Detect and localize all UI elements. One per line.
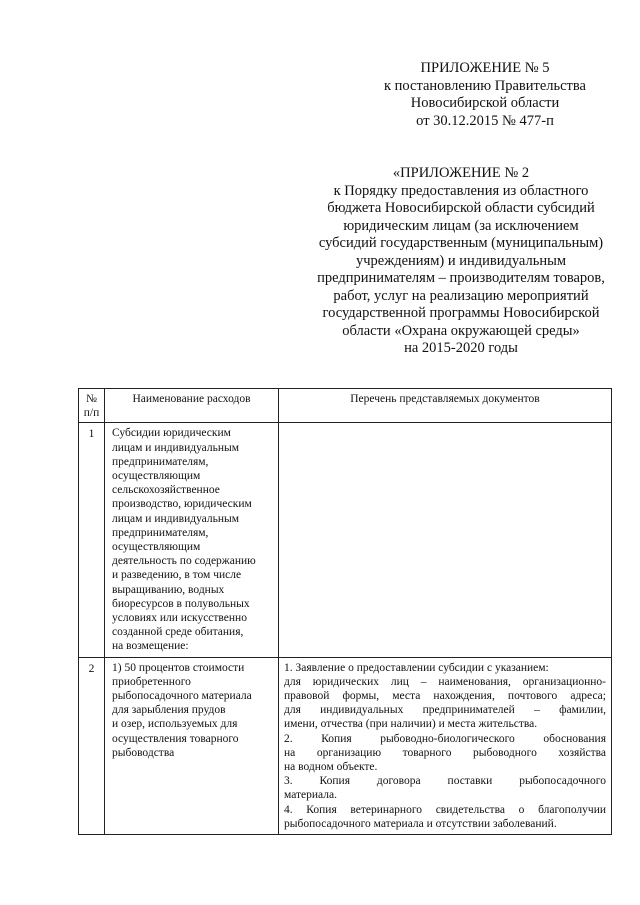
expense-name-line: рыбоводства (112, 746, 175, 759)
expense-name-cell (105, 423, 279, 657)
header-number (79, 389, 105, 423)
expense-name-line: созданной среде обитания, (112, 626, 244, 639)
row-number: 2 (79, 657, 105, 834)
expense-name-line: биоресурсов в полувольных (112, 597, 250, 610)
expense-name-line: для зарыбления прудов (112, 704, 226, 717)
expense-name-line: и разведению, в том числе (112, 569, 242, 582)
appendix-2-line: юридическим лицам (за исключением (343, 217, 579, 234)
document-line: 2. Копия рыбоводно-биологического обоснования (284, 732, 606, 745)
appendix-5-title: ПРИЛОЖЕНИЕ № 5 (420, 60, 550, 76)
expense-name-line: на возмещение: (112, 640, 189, 653)
document-line: для индивидуальных предпринимателей – фамилии, (284, 704, 606, 717)
row-number: 1 (79, 423, 105, 657)
appendix-2-header (296, 165, 626, 358)
document-line: правовой формы, места нахождения, почтового адреса; (284, 690, 606, 703)
expense-name-line: осуществляющим (112, 470, 201, 483)
table-header-row (79, 389, 612, 423)
document-line: рыбопосадочного материала и отсутствии заболеваний. (284, 817, 557, 830)
expense-name-line: условиях или искусственно (112, 612, 247, 625)
header-documents: Перечень представляемых документов (279, 389, 612, 423)
appendix-5-header (360, 60, 610, 130)
document-line: на организацию товарного рыбоводного хозяйства (284, 746, 606, 759)
document-line: на водном объекте. (284, 761, 378, 774)
header-expense-name: Наименование расходов (105, 389, 279, 423)
document-line: 4. Копия ветеринарного свидетельства о благополучии (284, 803, 606, 816)
appendix-2-title: «ПРИЛОЖЕНИЕ № 2 (392, 165, 530, 181)
appendix-2-line: на 2015-2020 годы (404, 340, 518, 356)
header-number-line: п/п (83, 407, 100, 420)
table-row (79, 657, 612, 834)
expense-name-line: предпринимателям, (112, 526, 209, 539)
appendix-5-line: к постановлению Правительства (384, 77, 586, 94)
expense-name-line: выращиванию, водных (112, 583, 225, 596)
header-number-line: № (86, 393, 97, 405)
appendix-2-line: учреждениям) и индивидуальным (355, 252, 567, 269)
expense-name-line: приобретенного (112, 675, 191, 688)
expense-name-cell (105, 657, 279, 834)
appendix-2-line: работ, услуг на реализацию мероприятий (333, 287, 589, 304)
document-line: имени, отчества (при наличии) и места жительства. (284, 718, 538, 731)
expense-name-line: осуществления товарного (112, 732, 239, 745)
documents-table (78, 388, 612, 835)
expense-name-line: лицам и индивидуальным (112, 512, 240, 525)
expense-name-line: производство, юридическим (112, 498, 252, 511)
document-line: 3. Копия договора поставки рыбопосадочного (284, 775, 606, 788)
appendix-2-line: предпринимателям – производителям товаров, (317, 270, 605, 286)
document-line: 1. Заявление о предоставлении субсидии с указанием: (284, 661, 549, 674)
expense-name-line: и озер, используемых для (112, 718, 238, 731)
appendix-2-line: области «Охрана окружающей среды» (342, 322, 580, 339)
appendix-5-line: Новосибирской области (410, 95, 560, 111)
expense-name-line: Субсидии юридическим (112, 427, 231, 440)
expense-name-line: деятельность по содержанию (112, 555, 256, 568)
expense-name-line: лицам и индивидуальным (112, 441, 240, 454)
appendix-5-date: от 30.12.2015 № 477-п (416, 112, 554, 129)
document-line: материала. (284, 789, 337, 802)
expense-name-line: рыбопосадочного материала (112, 690, 252, 703)
expense-name-line: сельскохозяйственное (112, 484, 220, 497)
expense-name-line: 1) 50 процентов стоимости (112, 661, 245, 674)
document-line: для юридических лиц – наименования, организационно- (284, 675, 606, 688)
documents-cell (279, 423, 612, 657)
appendix-2-line: бюджета Новосибирской области субсидий (327, 200, 595, 216)
documents-cell (279, 657, 612, 834)
appendix-2-line: государственной программы Новосибирской (322, 305, 600, 321)
expense-name-line: предпринимателям, (112, 455, 209, 468)
table-row (79, 423, 612, 657)
appendix-2-line: к Порядку предоставления из областного (333, 182, 589, 199)
expense-name-line: осуществляющим (112, 541, 201, 554)
appendix-2-line: субсидий государственным (муниципальным) (318, 235, 604, 251)
